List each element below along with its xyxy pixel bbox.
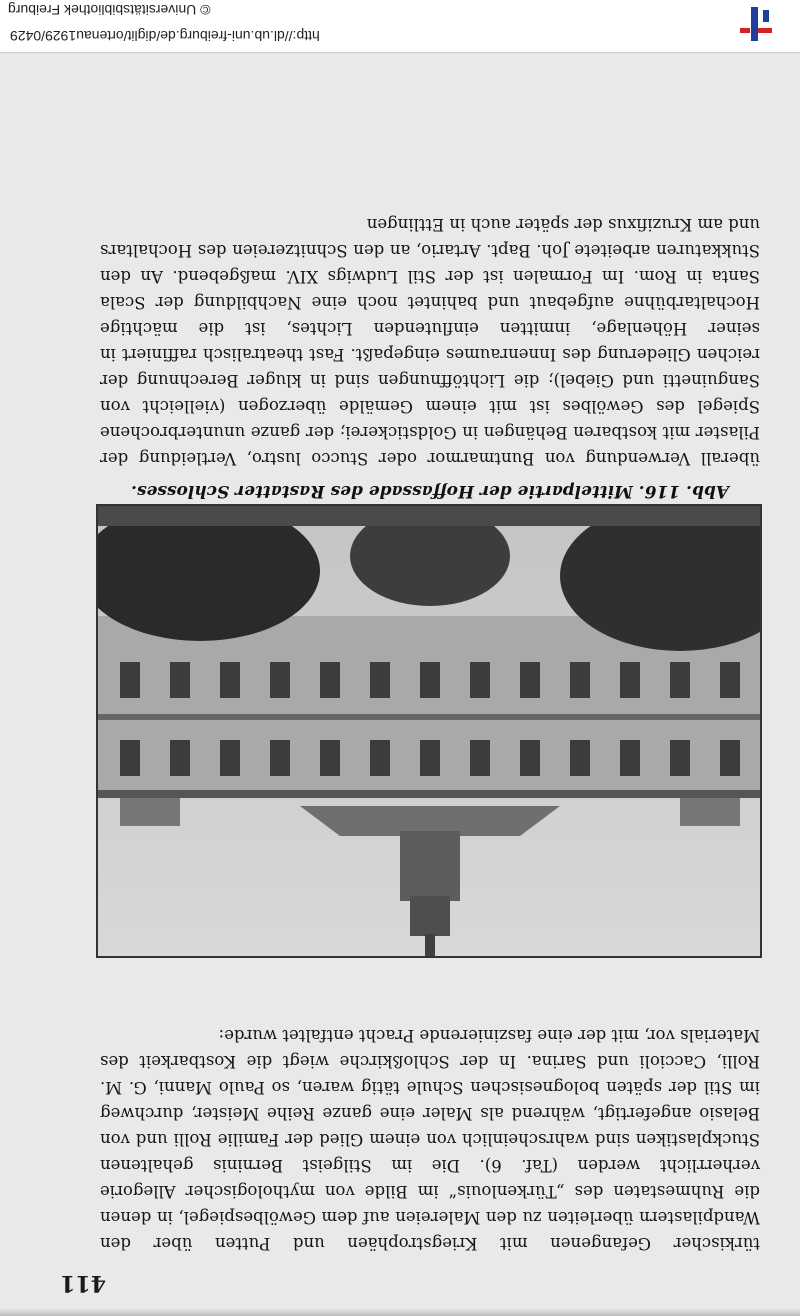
page-number: 411 bbox=[60, 1270, 106, 1296]
page-edge-shadow bbox=[0, 1308, 800, 1316]
palace-photo-image bbox=[98, 506, 760, 956]
figure-caption: Abb. 116. Mittelpartie der Hoffassade des Rastatter Schlosses. bbox=[131, 481, 729, 501]
rotated-page-content bbox=[0, 54, 800, 1316]
copyright-notice: © Universitätsbibliothek Freiburg bbox=[8, 2, 211, 18]
paragraph-top: türkischer Gefangenen mit Kriegstrophäen und Putten über den Wandpilastern überleiten zu den Malereien auf dem Gewölbespiegel, in denen die Ruhmestaten des „Türkenlouis“ im Bilde von mythologischer Allegorie verherrlicht werden (Taf. 6). Die im Stilgeist Berninis gehaltenen Stuckplastiken sind wahrscheinlich von einem Glied der Familie Rolli und von Belasio angefertigt, während als Maler eine ganze Reihe Meister, durchweg im Stil der späten bolognesischen Schule tätig waren, so Paulo Manni, G. M. Rolli, Caccioli und Sarina. In der Schloßkirche wiegt die Kostbarkeit des Materials vor, mit der eine faszinierende Pracht entfaltet wurde: bbox=[100, 1026, 760, 1253]
viewer-header bbox=[0, 0, 800, 53]
scanned-page bbox=[0, 54, 800, 1316]
university-library-logo-icon bbox=[738, 4, 778, 44]
figure-palace-courtyard-photo bbox=[96, 504, 762, 958]
document-url[interactable]: http://dl.ub.uni-freiburg.de/diglit/ortenau1929/0429 bbox=[10, 28, 320, 44]
paragraph-bottom: überall Verwendung von Buntmarmor oder Stucco lustro, Vertleidung der Pilaster mit kostbaren Behängen in Goldstickerei; der ganze ununterbrochene Spiegel des Gewölbes ist mit einem Gemälde überzogen (vielleicht von Sanguinetti und Giebel); die Lichtöffnungen sind in kluger Berechnung der reichen Gliederung des Innenraumes eingepaßt. Fast theatralisch raffiniert in seiner Höhenlage, inmitten einflutenden Lichtes, ist die mächtige Hochaltarbühne aufgebaut und bahintet noch eine Nachbildung der Scala Santa in Rom. Im Formalen ist der Stil Ludwigs XIV. maßgebend. An den Stukkaturen arbeitete Joh. Bapt. Artario, an den Schnitzereien des Hochaltars und am Kruzifixus der später auch in Ettlingen bbox=[100, 215, 760, 468]
